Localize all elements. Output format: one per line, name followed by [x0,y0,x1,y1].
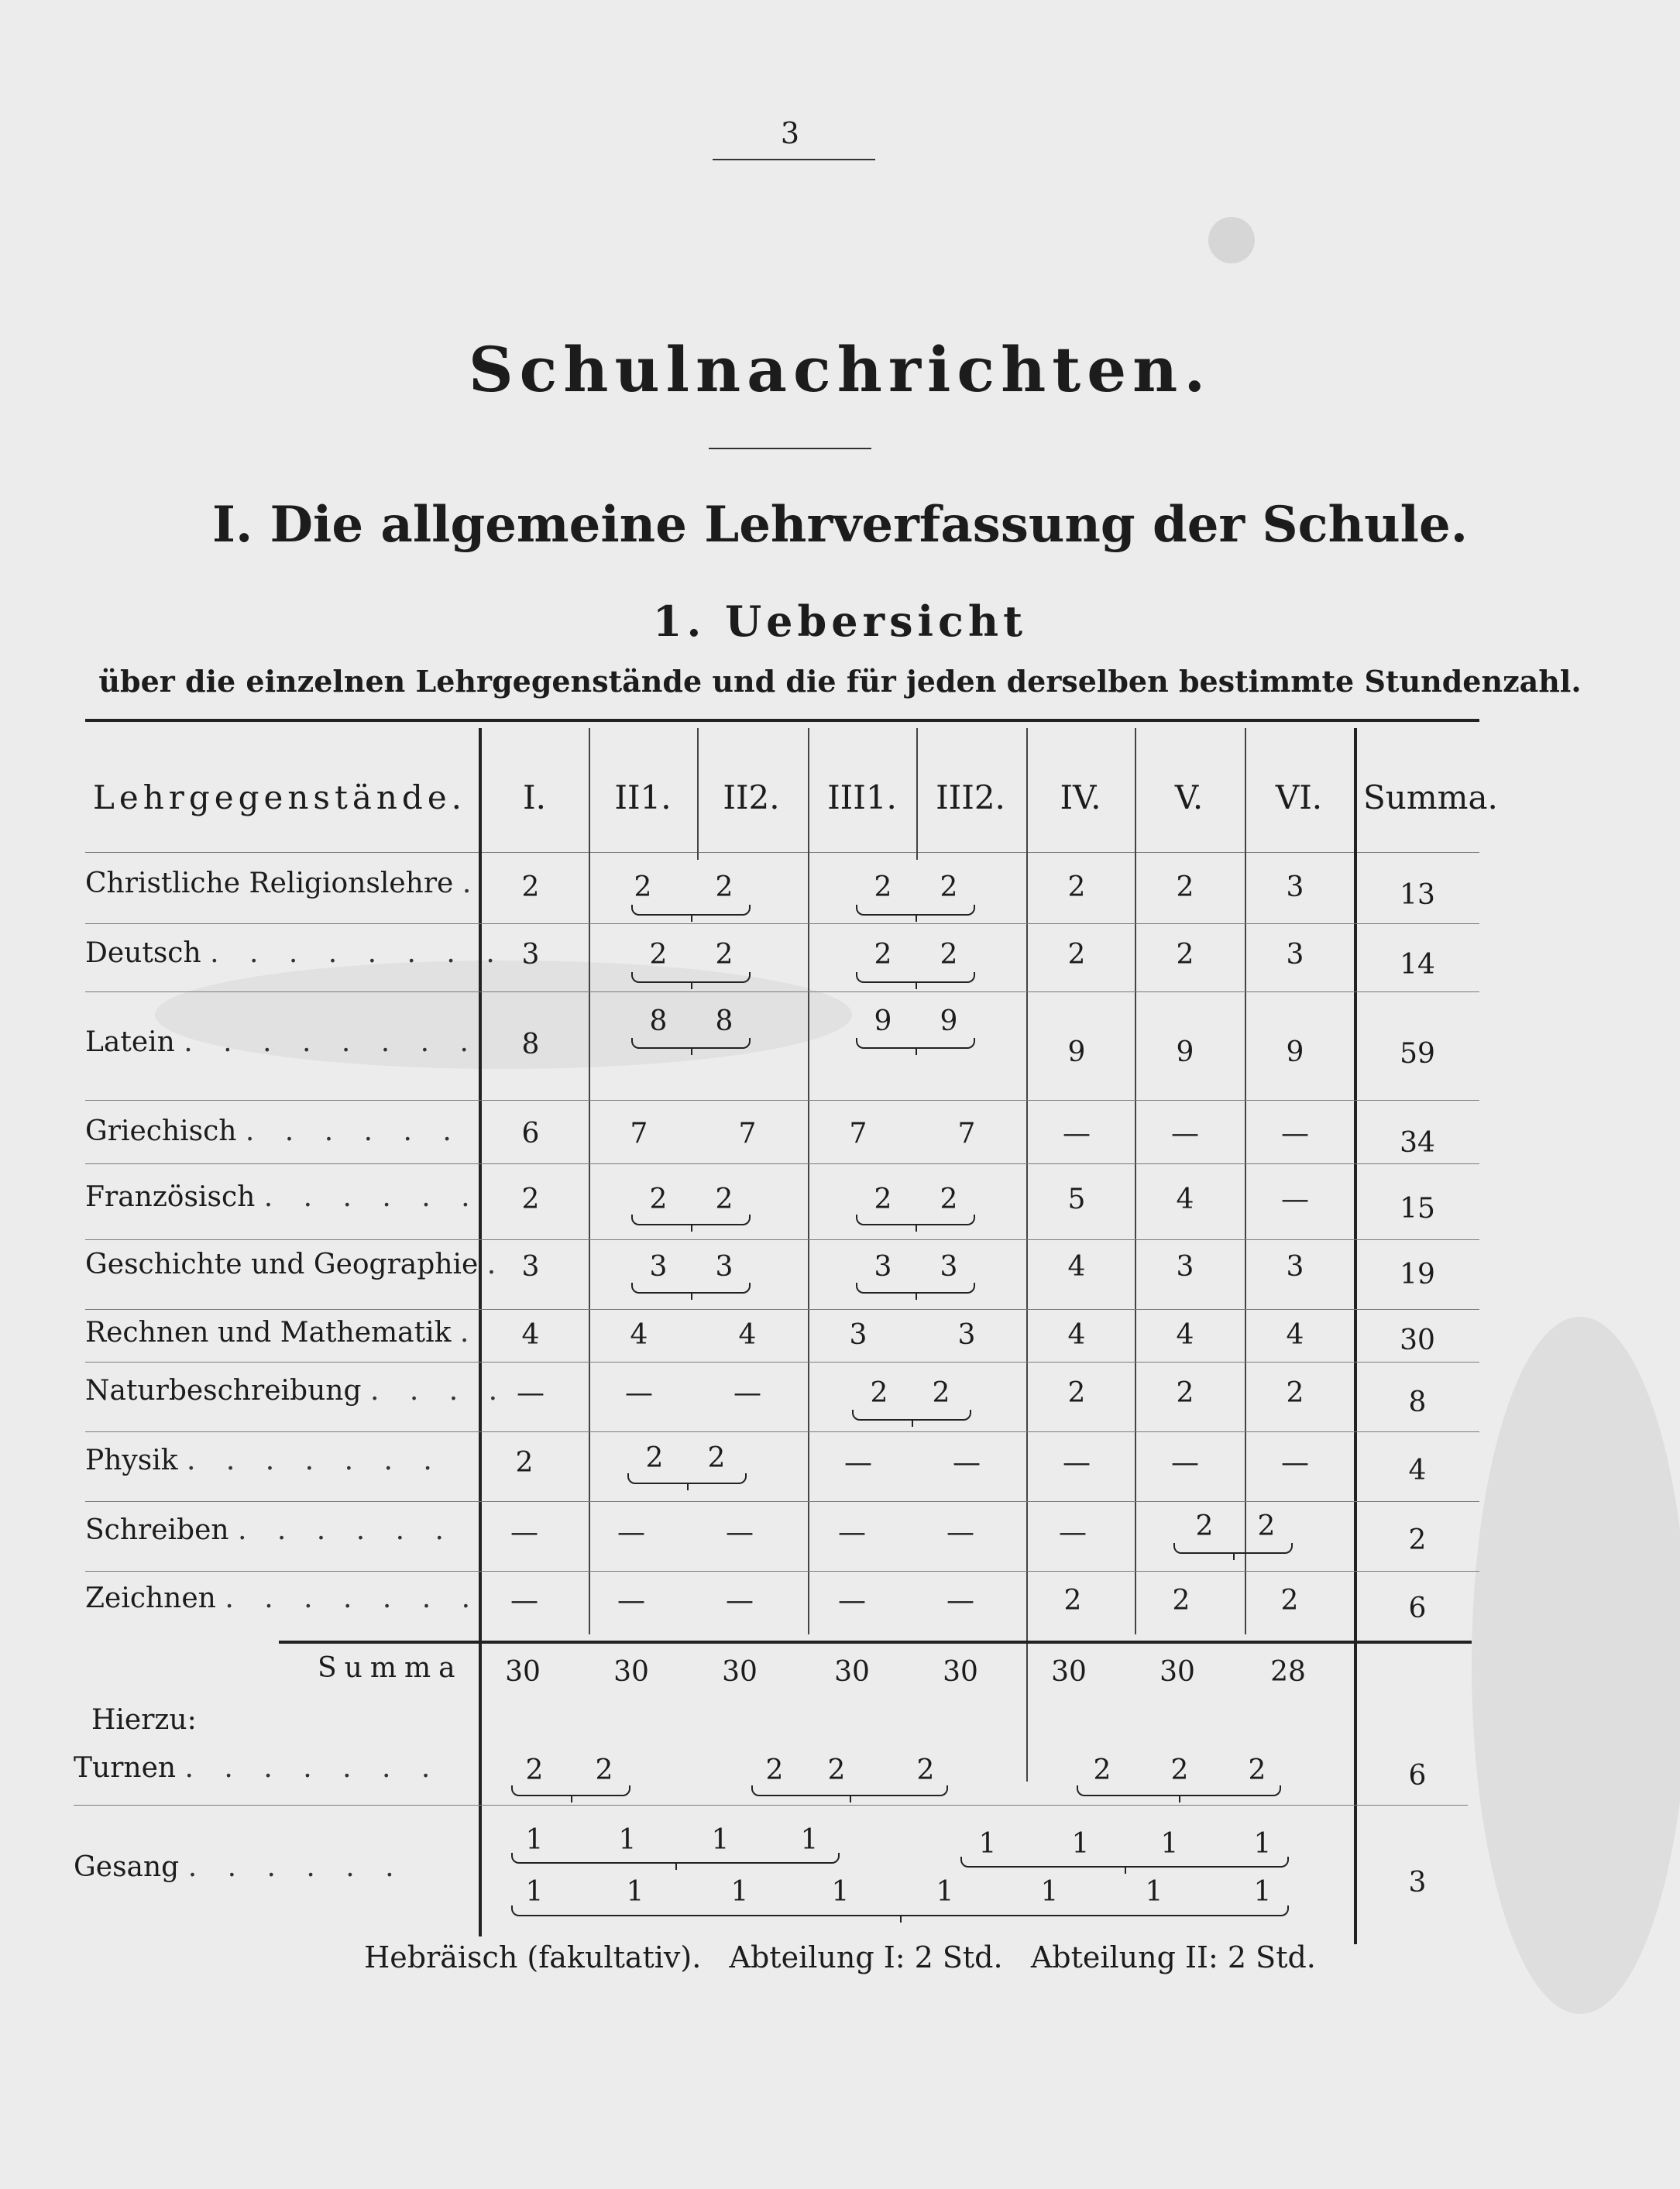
summa-rule [279,1641,1472,1644]
gesang-upper-value: 1 [978,1828,997,1860]
summa-cell: 14 [1400,949,1435,981]
cell: 7 [738,1118,757,1149]
brace [511,1905,1289,1916]
cell: — [838,1585,866,1617]
cell: 4 [1286,1319,1304,1351]
turnen-value: 2 [765,1754,784,1786]
gesang-upper-value: 1 [1071,1828,1090,1860]
cell: — [517,1377,545,1409]
header-col-II1: II1. [614,778,672,816]
row-rule [85,1571,1479,1572]
gesang-label: Gesang . . . . . . [74,1851,405,1883]
table-row-subject: Latein . . . . . . . . [85,1026,479,1058]
turnen-value: 2 [1248,1754,1266,1786]
cell: 3 [715,1251,733,1283]
cell: — [838,1517,866,1548]
table-row-subject: Schreiben . . . . . . [85,1514,455,1546]
brace [856,1215,975,1225]
header-col-VI: VI. [1275,778,1323,816]
turnen-label: Turnen . . . . . . . [74,1752,441,1784]
gesang-lower-value: 1 [831,1876,850,1908]
brace [960,1857,1289,1868]
brace [852,1410,971,1421]
gesang-lower-value: 1 [626,1876,644,1908]
cell: — [510,1585,538,1617]
cell: 2 [715,939,733,971]
brace [1077,1785,1281,1796]
brace [631,905,751,916]
summa-cell: 8 [1408,1387,1427,1418]
column-divider [1135,728,1136,1634]
cell: 2 [874,939,892,971]
row-rule [85,1239,1479,1240]
hierzu-label: Hierzu: [91,1704,197,1736]
cell: 4 [1176,1319,1194,1351]
cell: 2 [1063,1585,1082,1617]
row-rule [85,1362,1479,1363]
header-summa: Summa. [1363,778,1498,816]
table-row-subject: Deutsch . . . . . . . . [85,937,506,969]
cell: 4 [738,1319,757,1351]
table-header-rule [85,852,1479,853]
summa-value: 30 [613,1656,649,1688]
cell: 2 [940,939,958,971]
cell: 2 [715,871,733,903]
gesang-lower-value: 1 [525,1876,544,1908]
cell: 4 [1067,1251,1086,1283]
table-top-rule [85,719,1479,722]
row-rule [85,923,1479,924]
cell: 2 [1176,871,1194,903]
brace [631,1215,751,1225]
turnen-value: 2 [525,1754,544,1786]
summa-cell: 19 [1400,1259,1435,1290]
table-row-subject: Zeichnen . . . . . . . [85,1582,482,1614]
summa-cell: 2 [1408,1524,1427,1556]
summa-value: 30 [1051,1656,1087,1688]
column-divider [589,728,590,1634]
summa-cell: 34 [1400,1127,1435,1159]
summa-cell: 13 [1400,879,1435,911]
gesang-lower-value: 1 [1253,1876,1272,1908]
row-rule [74,1805,1468,1806]
cell: 3 [1176,1251,1194,1283]
summa-cell: 59 [1400,1038,1435,1070]
header-col-III2: III2. [936,778,1005,816]
cell: 9 [1176,1036,1194,1068]
sub-heading: 1. Uebersicht [652,596,1028,646]
turnen-value: 2 [827,1754,846,1786]
brace [856,972,975,983]
section-heading: I. Die allgemeine Lehrverfassung der Schule. [212,496,1468,554]
cell: — [1063,1118,1091,1149]
header-col-II2: II2. [723,778,780,816]
cell: 3 [957,1319,976,1351]
cell: — [1059,1517,1087,1548]
cell: 3 [1286,1251,1304,1283]
cell: 4 [1067,1319,1086,1351]
cell: — [726,1517,754,1548]
cell: 2 [1195,1510,1214,1542]
cell: — [844,1447,872,1479]
summa-value: 28 [1270,1656,1306,1688]
cell: 2 [940,871,958,903]
cell: — [625,1377,653,1409]
gesang-lower-value: 1 [1040,1876,1059,1908]
brace [627,1473,747,1484]
turnen-value: 2 [1093,1754,1111,1786]
cell: 6 [521,1118,540,1149]
cell: — [1281,1118,1309,1149]
cell: 2 [874,871,892,903]
cell: 2 [649,939,668,971]
summa-cell: 6 [1408,1760,1427,1792]
header-col-IV: IV. [1060,778,1101,816]
cell: 7 [957,1118,976,1149]
cell: — [617,1585,645,1617]
column-divider [808,728,809,1634]
cell: — [953,1447,981,1479]
cell: 2 [645,1442,664,1474]
cell: — [947,1585,974,1617]
cell: 9 [1286,1036,1304,1068]
cell: 9 [1067,1036,1086,1068]
cell: 2 [1286,1377,1304,1409]
table-row-subject: Naturbeschreibung . . . . [85,1375,509,1407]
row-rule [85,1431,1479,1432]
cell: — [1171,1118,1199,1149]
column-divider [1354,728,1357,1944]
brace [856,1038,975,1049]
gesang-upper-value: 1 [800,1824,819,1856]
brace [511,1785,630,1796]
summa-value: 30 [943,1656,978,1688]
brace [1173,1543,1293,1554]
cell: 2 [1257,1510,1276,1542]
table-row-subject: Geschichte und Geographie . [85,1249,507,1280]
cell: 3 [874,1251,892,1283]
cell: 2 [521,871,540,903]
cell: 2 [649,1184,668,1215]
cell: 2 [515,1447,534,1479]
cell: 5 [1067,1184,1086,1215]
cell: 3 [849,1319,867,1351]
table-row-subject: Christliche Religionslehre . [85,868,483,899]
table-row-subject: Physik . . . . . . . [85,1445,443,1476]
summa-cell: 3 [1408,1867,1427,1899]
cell: 2 [1172,1585,1190,1617]
sub-description: über die einzelnen Lehrgegenstände und die für jeden derselben bestimmte Stundenzahl. [98,664,1582,699]
cell: 3 [521,939,540,971]
brace [631,1283,751,1294]
table-row-subject: Griechisch . . . . . . [85,1115,462,1147]
row-rule [85,991,1479,992]
row-rule [85,1501,1479,1502]
column-divider [1026,728,1028,1782]
turnen-value: 2 [595,1754,613,1786]
cell: 2 [1067,871,1086,903]
cell: 2 [940,1184,958,1215]
cell: 3 [1286,939,1304,971]
cell: — [1281,1184,1309,1215]
turnen-value: 2 [916,1754,935,1786]
cell: 2 [1067,939,1086,971]
cell: 2 [1067,1377,1086,1409]
gesang-lower-value: 1 [936,1876,954,1908]
cell: — [726,1585,754,1617]
summa-cell: 6 [1408,1593,1427,1624]
gesang-upper-value: 1 [1160,1828,1179,1860]
brace [751,1785,948,1796]
cell: — [1063,1447,1091,1479]
gesang-lower-value: 1 [730,1876,749,1908]
page-number: 3 [780,116,800,150]
cell: 4 [630,1319,648,1351]
column-divider [916,728,918,860]
cell: 3 [649,1251,668,1283]
summa-label: Summa [318,1652,463,1684]
cell: 2 [1176,1377,1194,1409]
cell: — [947,1517,974,1548]
summa-value: 30 [722,1656,758,1688]
header-col-I: I. [523,778,546,816]
cell: — [510,1517,538,1548]
gesang-upper-value: 1 [525,1824,544,1856]
cell: 8 [521,1029,540,1060]
header-col-III1: III1. [827,778,897,816]
table-row-subject: Französisch . . . . . . [85,1181,481,1213]
cell: 2 [634,871,652,903]
header-col-V: V. [1174,778,1204,816]
gesang-upper-value: 1 [711,1824,730,1856]
main-title: Schulnachrichten. [468,333,1212,406]
cell: 3 [940,1251,958,1283]
column-divider [1245,728,1246,1634]
footer-note: Hebräisch (fakultativ). Abteilung I: 2 Std. Abteilung II: 2 Std. [364,1940,1316,1974]
cell: 2 [1176,939,1194,971]
gesang-upper-value: 1 [618,1824,637,1856]
cell: 2 [715,1184,733,1215]
brace [631,972,751,983]
cell: — [617,1517,645,1548]
cell: 2 [932,1377,950,1409]
row-rule [85,1309,1479,1310]
gesang-lower-value: 1 [1145,1876,1163,1908]
summa-cell: 15 [1400,1193,1435,1225]
cell: 8 [715,1005,733,1037]
cell: 2 [707,1442,726,1474]
cell: 4 [521,1319,540,1351]
row-rule [85,1163,1479,1164]
cell: 9 [874,1005,892,1037]
cell: 2 [870,1377,888,1409]
cell: 8 [649,1005,668,1037]
column-divider [697,728,699,860]
cell: 3 [521,1251,540,1283]
cell: — [733,1377,761,1409]
summa-value: 30 [505,1656,541,1688]
summa-cell: 30 [1400,1325,1435,1356]
cell: — [1171,1447,1199,1479]
brace [631,1038,751,1049]
cell: 4 [1176,1184,1194,1215]
summa-cell: 4 [1408,1455,1427,1486]
row-rule [85,1100,1479,1101]
cell: 3 [1286,871,1304,903]
cell: 7 [630,1118,648,1149]
turnen-value: 2 [1170,1754,1189,1786]
gesang-upper-value: 1 [1253,1828,1272,1860]
cell: 7 [849,1118,867,1149]
brace [511,1853,840,1864]
table-row-subject: Rechnen und Mathematik . [85,1317,480,1349]
cell: 2 [874,1184,892,1215]
summa-value: 30 [834,1656,870,1688]
cell: 9 [940,1005,958,1037]
header-subject: Lehrgegenstände. [93,778,467,816]
brace [856,1283,975,1294]
cell: 2 [521,1184,540,1215]
brace [856,905,975,916]
summa-value: 30 [1160,1656,1195,1688]
cell: 2 [1280,1585,1299,1617]
cell: — [1281,1447,1309,1479]
